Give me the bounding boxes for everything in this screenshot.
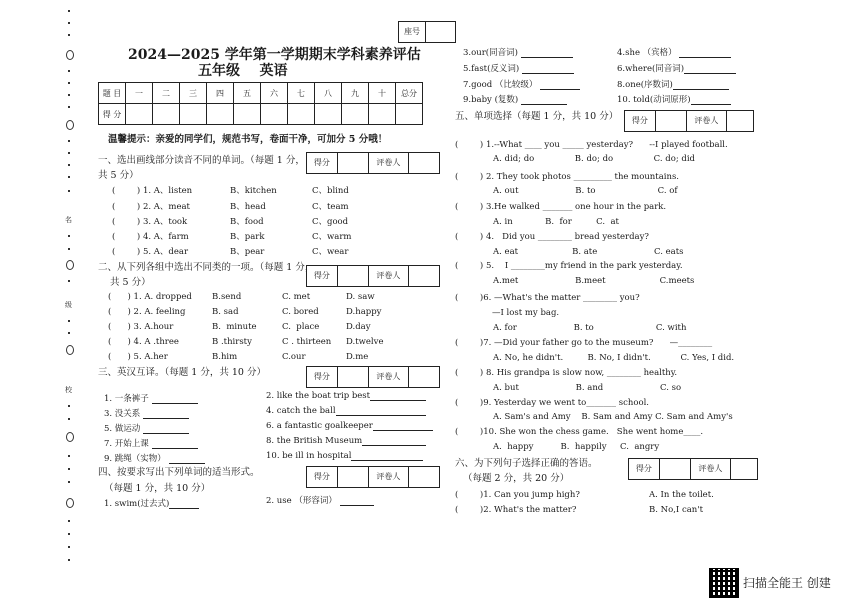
- grid-score-cell[interactable]: [288, 104, 315, 125]
- s4-item: [463, 48, 573, 58]
- s5-options: A. for B. to C. with: [493, 323, 687, 333]
- scanner-watermark: 扫描全能王 创建: [743, 576, 831, 590]
- s3-prompt: 7. 开始上课: [104, 439, 149, 449]
- answer-blank[interactable]: [340, 497, 374, 506]
- s4-item: [617, 64, 736, 74]
- grid-header-cell: 七: [288, 83, 315, 104]
- s5-question: ( ) 1.--What ____ you _____ yesterday? --I played football.: [455, 140, 728, 150]
- binding-hole: [66, 120, 74, 130]
- section-4-heading-2: （每题 1 分，共 10 分）: [104, 483, 211, 494]
- grader-label: 评卷人: [369, 153, 410, 173]
- s5-question: ( ) 5. I ________my friend in the park yesterday.: [455, 261, 683, 271]
- grid-score-cell[interactable]: [180, 104, 207, 125]
- s1-item-b: B、park: [230, 232, 265, 242]
- s1-item-b: B、pear: [230, 247, 265, 257]
- s3-prompt: 10. be ill in hospital: [266, 451, 352, 461]
- s1-item-b: B、head: [230, 202, 266, 212]
- grid-header-cell: 题 目: [99, 83, 126, 104]
- answer-blank[interactable]: [373, 422, 433, 431]
- section-2-heading: 二、从下列各组中选出不同类的一项。（每题 1 分，: [98, 262, 315, 273]
- section-1-heading-2: 共 5 分）: [98, 170, 139, 181]
- section-4-heading: 四、按要求写出下列单词的适当形式。: [98, 467, 260, 478]
- s5-options: A. eat B. ate C. eats: [493, 247, 684, 257]
- grid-header-cell: 一: [126, 83, 153, 104]
- grid-header-cell: 五: [234, 83, 261, 104]
- grader-cell[interactable]: [727, 111, 753, 131]
- section-3-heading: 三、英汉互译。（每题 1 分，共 10 分）: [98, 367, 266, 378]
- s2-item-a: ( ) 5. A.her: [108, 352, 168, 362]
- s1-item-b: B、kitchen: [230, 186, 277, 196]
- score-box-4: [306, 466, 440, 488]
- s4-prompt: 9.baby (复数): [463, 95, 519, 105]
- s5-question-reply: —I lost my bag.: [492, 308, 560, 318]
- s5-options: A. No, he didn't. B. No, I didn't. C. Yes, I did.: [493, 353, 735, 363]
- grid-score-cell[interactable]: [315, 104, 342, 125]
- s4-prompt: 2. use （形容词）: [266, 496, 337, 506]
- s4-item: [617, 48, 731, 58]
- s5-options: A. did; do B. do; do C. do; did: [493, 154, 695, 164]
- s2-item-d: D.twelve: [346, 337, 384, 347]
- s3-prompt: 3. 没关系: [104, 409, 141, 419]
- score-cell[interactable]: [338, 153, 369, 173]
- exam-title: 2024—2025 学年第一学期期末学科素养评估: [128, 47, 421, 63]
- s5-question: ( ) 4. Did you ________ bread yesterday?: [455, 232, 649, 242]
- binding-hole: [66, 50, 74, 60]
- grid-score-cell[interactable]: [153, 104, 180, 125]
- binding-label: 名: [65, 216, 72, 224]
- score-box-5: [624, 110, 754, 132]
- s5-question: ( )10. She won the chess game. She went home____.: [455, 427, 704, 437]
- s1-item-num: ( ) 4. A、farm: [112, 232, 189, 242]
- s1-item-b: B、food: [230, 217, 264, 227]
- binding-line: [66, 0, 76, 608]
- s1-item-c: C、good: [312, 217, 349, 227]
- answer-blank[interactable]: [351, 452, 423, 461]
- grader-cell[interactable]: [409, 153, 439, 173]
- s3-right-item: [266, 451, 423, 461]
- s5-question: ( )9. Yesterday we went to_______ school.: [455, 398, 649, 408]
- s6-answer: A. In the toilet.: [649, 490, 714, 500]
- s3-left-item: [104, 409, 189, 419]
- binding-hole: [66, 345, 74, 355]
- score-box-1: [306, 152, 440, 174]
- s5-options: A. out B. to C. of: [493, 186, 678, 196]
- answer-blank[interactable]: [679, 49, 731, 58]
- s2-item-b: B. sad: [212, 307, 239, 317]
- s5-options: A. in B. for C. at: [493, 217, 619, 227]
- score-cell[interactable]: [338, 266, 369, 286]
- grid-score-cell[interactable]: [234, 104, 261, 125]
- score-box-3: [306, 366, 440, 388]
- s2-item-b: B. minute: [212, 322, 257, 332]
- grid-score-cell[interactable]: [126, 104, 153, 125]
- answer-blank[interactable]: [521, 49, 573, 58]
- answer-blank[interactable]: [152, 395, 198, 404]
- s4-item: [463, 80, 580, 90]
- grader-cell[interactable]: [409, 266, 439, 286]
- score-label: 得分: [307, 266, 338, 286]
- answer-blank[interactable]: [143, 425, 189, 434]
- s3-right-item: [266, 391, 426, 401]
- s2-item-a: ( ) 2. A. feeling: [108, 307, 186, 317]
- s3-prompt: 8. the British Museum: [266, 436, 363, 446]
- s2-item-c: C. met: [282, 292, 311, 302]
- score-grid: [98, 82, 423, 125]
- answer-blank[interactable]: [370, 392, 426, 401]
- s2-item-a: ( ) 1. A. dropped: [108, 292, 192, 302]
- s4-item: [617, 80, 729, 90]
- s2-item-d: D.happy: [346, 307, 382, 317]
- seat-label: 座号: [399, 22, 426, 42]
- s1-item-c: C、wear: [312, 247, 349, 257]
- grid-score-cell[interactable]: [342, 104, 369, 125]
- s4-prompt: 10. told(动词原形): [617, 95, 691, 105]
- answer-blank[interactable]: [540, 81, 580, 90]
- s1-item-c: C、blind: [312, 186, 349, 196]
- answer-blank[interactable]: [673, 81, 729, 90]
- grid-score-cell[interactable]: [261, 104, 288, 125]
- score-box-2: [306, 265, 440, 287]
- s3-prompt: 2. like the boat trip best: [266, 391, 371, 401]
- s6-answer: B. No,I can't: [649, 505, 704, 515]
- s5-options: A. happy B. happily C. angry: [493, 442, 660, 452]
- binding-hole: [66, 432, 74, 442]
- answer-blank[interactable]: [691, 96, 731, 105]
- score-label: 得分: [307, 467, 338, 487]
- grader-cell[interactable]: [409, 367, 439, 387]
- score-cell[interactable]: [338, 367, 369, 387]
- s2-item-d: D.day: [346, 322, 371, 332]
- section-6-heading: 六、为下列句子选择正确的答语。: [455, 458, 598, 469]
- s6-question: ( )1. Can you jump high?: [455, 490, 580, 500]
- s4-prompt: 7.good （比较级）: [463, 80, 538, 90]
- answer-blank[interactable]: [362, 437, 426, 446]
- answer-blank[interactable]: [143, 410, 189, 419]
- answer-blank[interactable]: [522, 65, 574, 74]
- s1-item-num: ( ) 5. A、dear: [112, 247, 189, 257]
- s2-item-d: D.me: [346, 352, 369, 362]
- s2-item-b: B .thirsty: [212, 337, 252, 347]
- answer-blank[interactable]: [169, 500, 199, 509]
- grid-header-cell: 十: [369, 83, 396, 104]
- s2-item-b: B.send: [212, 292, 242, 302]
- s5-question: ( ) 8. His grandpa is slow now, ________ healthy.: [455, 368, 678, 378]
- score-label: 得分: [307, 153, 338, 173]
- s4-item: [266, 496, 374, 506]
- grader-cell[interactable]: [731, 459, 757, 479]
- score-cell[interactable]: [660, 459, 691, 479]
- s3-left-item: [104, 424, 189, 434]
- s2-item-b: B.him: [212, 352, 238, 362]
- answer-blank[interactable]: [684, 65, 736, 74]
- grid-header-cell: 三: [180, 83, 207, 104]
- grid-header-cell: 六: [261, 83, 288, 104]
- grader-cell[interactable]: [409, 467, 439, 487]
- score-cell[interactable]: [656, 111, 687, 131]
- s4-item: [104, 499, 199, 509]
- s4-prompt: 4.she （宾格）: [617, 48, 677, 58]
- s6-question: ( )2. What's the matter?: [455, 505, 577, 515]
- answer-blank[interactable]: [521, 96, 567, 105]
- s1-item-num: ( ) 1. A、listen: [112, 186, 193, 196]
- s3-right-item: [266, 406, 426, 416]
- s5-question: ( ) 3.He walked _______ one hour in the park.: [455, 202, 667, 212]
- binding-label: 校: [65, 386, 72, 394]
- s4-prompt: 3.our(同音词): [463, 48, 518, 58]
- grid-header-cell: 八: [315, 83, 342, 104]
- binding-hole: [66, 260, 74, 270]
- answer-blank[interactable]: [152, 440, 198, 449]
- section-5-heading: 五、单项选择（每题 1 分，共 10 分）: [455, 111, 619, 122]
- grader-label: 评卷人: [687, 111, 728, 131]
- s2-item-c: C. place: [282, 322, 320, 332]
- s3-left-item: [104, 454, 205, 464]
- answer-blank[interactable]: [336, 407, 426, 416]
- s2-item-c: C . thirteen: [282, 337, 332, 347]
- score-box-6: [628, 458, 758, 480]
- score-label: 得分: [629, 459, 660, 479]
- grader-label: 评卷人: [369, 266, 410, 286]
- binding-hole: [66, 498, 74, 508]
- answer-blank[interactable]: [169, 455, 205, 464]
- qr-code-icon: [709, 568, 739, 598]
- grid-header-cell: 总分: [396, 83, 423, 104]
- s4-item: [463, 95, 567, 105]
- s5-question: ( ) 2. They took photos _________ the mountains.: [455, 172, 680, 182]
- seat-number-box: [398, 21, 456, 43]
- s3-prompt: 1. 一条裤子: [104, 394, 149, 404]
- grid-header-cell: 九: [342, 83, 369, 104]
- s4-prompt: 8.one(序数词): [617, 80, 673, 90]
- s1-item-num: ( ) 3. A、took: [112, 217, 188, 227]
- s5-question: ( )7. —Did your father go to the museum? —________: [455, 338, 713, 348]
- s4-prompt: 6.where(同音词): [617, 64, 685, 74]
- s5-options: A.met B.meet C.meets: [493, 276, 695, 286]
- s4-item: [617, 95, 731, 105]
- s3-right-item: [266, 436, 426, 446]
- s2-item-c: C. bored: [282, 307, 319, 317]
- s4-prompt: 1. swim(过去式): [104, 499, 170, 509]
- grader-label: 评卷人: [369, 467, 410, 487]
- s4-prompt: 5.fast(反义词): [463, 64, 520, 74]
- binding-label: 级: [65, 301, 72, 309]
- score-cell[interactable]: [338, 467, 369, 487]
- s3-prompt: 4. catch the ball: [266, 406, 336, 416]
- section-6-heading-2: （每题 2 分，共 20 分）: [463, 473, 570, 484]
- s3-right-item: [266, 421, 433, 431]
- s5-options: A. Sam's and Amy B. Sam and Amy C. Sam and Amy's: [493, 412, 733, 422]
- s2-item-d: D. saw: [346, 292, 375, 302]
- section-1-heading: 一、选出画线部分读音不同的单词。（每题 1 分，: [98, 155, 305, 166]
- s2-item-a: ( ) 3. A.hour: [108, 322, 174, 332]
- s5-question: ( )6. —What's the matter ________ you?: [455, 293, 640, 303]
- s1-item-c: C、warm: [312, 232, 352, 242]
- section-2-heading-2: 共 5 分）: [110, 277, 151, 288]
- grid-row-label: 得 分: [99, 104, 126, 125]
- s4-item: [463, 64, 574, 74]
- grader-label: 评卷人: [691, 459, 732, 479]
- s3-prompt: 5. 做运动: [104, 424, 141, 434]
- s3-prompt: 9. 跳绳（实物）: [104, 454, 166, 464]
- tip-text: 温馨提示：亲爱的同学们，规范书写，卷面干净，可加分 5 分哦！: [108, 134, 388, 145]
- score-label: 得分: [307, 367, 338, 387]
- grid-header-cell: 二: [153, 83, 180, 104]
- s3-left-item: [104, 394, 198, 404]
- score-label: 得分: [625, 111, 656, 131]
- grid-score-cell[interactable]: [207, 104, 234, 125]
- s3-left-item: [104, 439, 198, 449]
- s1-item-num: ( ) 2. A、meat: [112, 202, 190, 212]
- s1-item-c: C、team: [312, 202, 349, 212]
- s3-prompt: 6. a fantastic goalkeeper: [266, 421, 373, 431]
- exam-subtitle: 五年级 英语: [198, 63, 288, 79]
- grid-score-cell[interactable]: [369, 104, 396, 125]
- s2-item-c: C.our: [282, 352, 306, 362]
- grader-label: 评卷人: [369, 367, 410, 387]
- s5-options: A. but B. and C. so: [493, 383, 682, 393]
- grid-score-cell[interactable]: [396, 104, 423, 125]
- s2-item-a: ( ) 4. A .three: [108, 337, 179, 347]
- grid-header-cell: 四: [207, 83, 234, 104]
